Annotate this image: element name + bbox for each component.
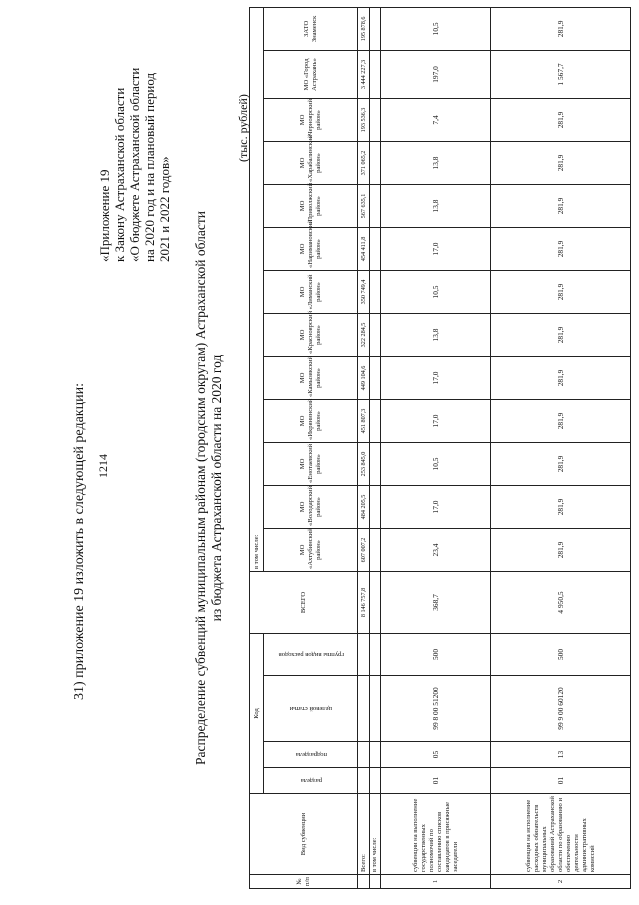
row-mo-value: 1 567,7 (491, 50, 631, 98)
row-mo-value: 281,9 (491, 270, 631, 313)
row-mo-value: 281,9 (491, 141, 631, 184)
row-mo-value: 10,5 (381, 270, 491, 313)
cell-empty (370, 875, 381, 889)
total-mo: 454 411,8 (358, 227, 370, 270)
row-total: 368,7 (381, 571, 491, 633)
appendix-line: на 2020 год и на плановый период (142, 72, 157, 262)
header-type: Вид субвенции (250, 794, 358, 875)
row-mo-value: 281,9 (491, 442, 631, 485)
total-all: 8 146 757,8 (358, 571, 370, 633)
row-podrazdel: 13 (491, 742, 631, 768)
intro-text: 31) приложение 19 изложить в следующей редакции: (72, 383, 87, 700)
row-type: субвенции на выполнение государственных полномочий по составлению списков кандидатов в присяжные заседатели (381, 794, 491, 875)
row-mo-value: 13,8 (381, 184, 491, 227)
page-number: 1214 (96, 454, 110, 478)
header-code: Код (250, 633, 264, 793)
header-mo: МО «Харабалинский район» (264, 141, 358, 184)
row-mo-value: 281,9 (491, 356, 631, 399)
row-mo-value: 17,0 (381, 356, 491, 399)
row-mo-value: 13,8 (381, 313, 491, 356)
row-mo-value: 281,9 (491, 313, 631, 356)
row-razdel: 01 (381, 768, 491, 794)
header-razdel: раздела (264, 768, 358, 794)
header-including: в том числе: (250, 7, 264, 571)
row-mo-value: 7,4 (381, 98, 491, 141)
header-mo: МО «Приволжский район» (264, 184, 358, 227)
header-num: № п/п (250, 875, 358, 889)
total-mo: 3 444 227,3 (358, 50, 370, 98)
row-mo-value: 281,9 (491, 184, 631, 227)
table-row (491, 7, 631, 888)
row-mo-value: 17,0 (381, 485, 491, 528)
header-mo: МО «Черноярский район» (264, 98, 358, 141)
header-mo: МО «Икрянинский район» (264, 399, 358, 442)
row-mo-value: 197,0 (381, 50, 491, 98)
header-mo: МО «Лиманский район» (264, 270, 358, 313)
total-mo: 193 536,3 (358, 98, 370, 141)
table-row (381, 7, 491, 888)
unit-label: (тыс. рублей) (236, 94, 250, 162)
row-total: 4 950,5 (491, 571, 631, 633)
subsidies-table (249, 7, 631, 889)
total-mo: 195 878,6 (358, 7, 370, 50)
total-mo: 449 104,6 (358, 356, 370, 399)
cell-empty (358, 676, 370, 742)
row-mo-value: 17,0 (381, 227, 491, 270)
header-expense: группы видов расходов (264, 633, 358, 675)
row-podrazdel: 05 (381, 742, 491, 768)
title-line-1: Распределение субвенций муниципальным районам (городским округам) Астраханской области (193, 210, 208, 766)
row-mo-value: 23,4 (381, 528, 491, 571)
header-mo: МО «Ахтубинский район» (264, 528, 358, 571)
total-mo: 350 749,4 (358, 270, 370, 313)
title-line-2: из бюджета Астраханской области на 2020 год (209, 354, 224, 622)
row-razdel: 01 (491, 768, 631, 794)
appendix-header (97, 68, 172, 262)
cell-empty (358, 742, 370, 768)
appendix-line: «Приложение 19 (97, 169, 112, 262)
total-mo: 567 635,1 (358, 184, 370, 227)
row-num: 2 (491, 875, 631, 889)
header-mo: МО «Наримановский район» (264, 227, 358, 270)
header-target: целевой статьи (264, 676, 358, 742)
total-mo: 253 845,0 (358, 442, 370, 485)
row-mo-value: 13,8 (381, 141, 491, 184)
header-mo: ЗАТО Знаменск (264, 7, 358, 50)
row-mo-value: 281,9 (491, 485, 631, 528)
row-mo-value: 17,0 (381, 399, 491, 442)
row-type: субвенции на исполнение расходных обязательств муниципальных образований Астраханской области по образованию и обеспечению деятельности административных комиссий (491, 794, 631, 875)
row-mo-value: 281,9 (491, 98, 631, 141)
total-mo: 451 807,3 (358, 399, 370, 442)
header-mo: МО «Володарский район» (264, 485, 358, 528)
row-mo-value: 281,9 (491, 7, 631, 50)
total-mo: 322 284,5 (358, 313, 370, 356)
total-mo: 484 205,5 (358, 485, 370, 528)
cell-empty (358, 633, 370, 675)
total-label: Всего: (358, 794, 370, 875)
document-title (193, 150, 225, 826)
total-mo: 607 007,2 (358, 528, 370, 571)
including-label: в том числе: (370, 794, 381, 875)
appendix-line: «О бюджете Астраханской области (127, 67, 142, 262)
row-mo-value: 281,9 (491, 227, 631, 270)
row-mo-value: 10,5 (381, 442, 491, 485)
row-target: 99 8 00 51200 (381, 676, 491, 742)
header-mo: МО «Камызякский район» (264, 356, 358, 399)
total-mo: 371 065,2 (358, 141, 370, 184)
header-podrazdel: подраздела (264, 742, 358, 768)
cell-empty (358, 768, 370, 794)
header-total: ВСЕГО (250, 571, 358, 633)
row-num: 1 (381, 875, 491, 889)
row-expense: 500 (381, 633, 491, 675)
row-target: 99 9 00 60120 (491, 676, 631, 742)
row-mo-value: 281,9 (491, 528, 631, 571)
header-mo: МО «Енотаевский район» (264, 442, 358, 485)
header-mo: МО «Город Астрахань» (264, 50, 358, 98)
appendix-line: 2021 и 2022 годов» (157, 156, 172, 262)
row-expense: 500 (491, 633, 631, 675)
appendix-line: к Закону Астраханской области (112, 87, 127, 262)
header-mo: МО «Красноярский район» (264, 313, 358, 356)
row-mo-value: 10,5 (381, 7, 491, 50)
subsidies-table-wrapper (249, 15, 631, 889)
cell-empty (358, 875, 370, 889)
row-mo-value: 281,9 (491, 399, 631, 442)
